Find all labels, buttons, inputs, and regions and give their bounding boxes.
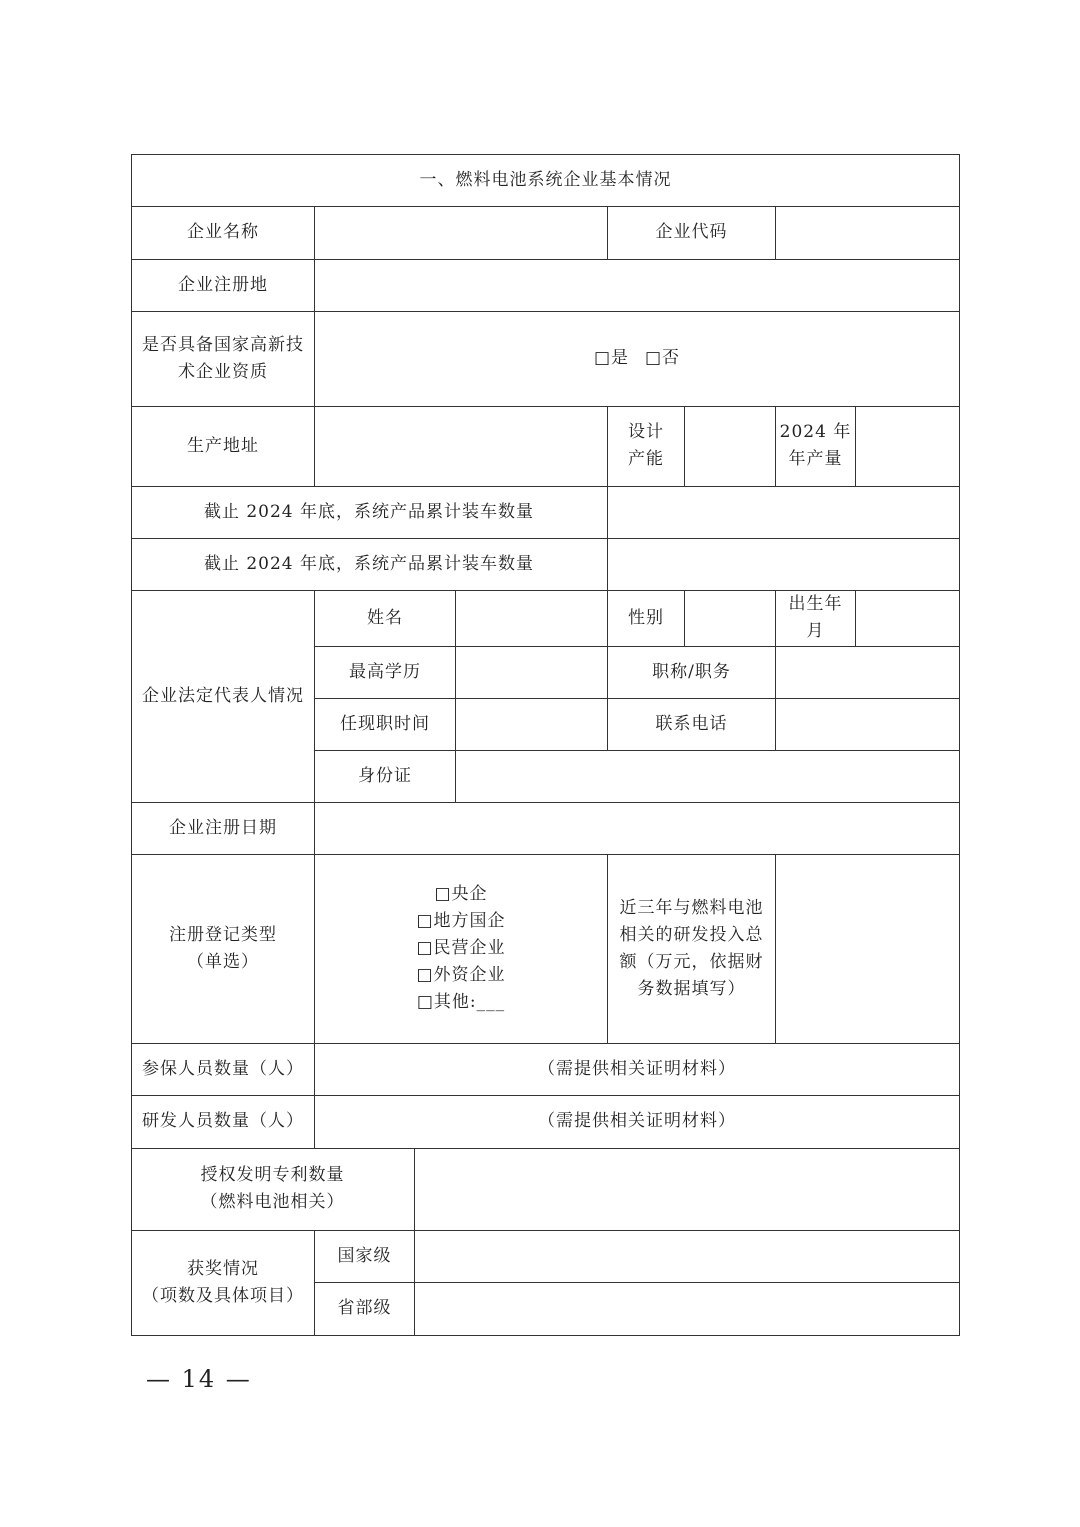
option-local-soe-checkbox[interactable]: □地方国企 (416, 911, 506, 931)
gender-label: 性别 (628, 607, 664, 628)
insured-staff-note[interactable]: （需提供相关证明材料） (538, 1058, 736, 1079)
education-field[interactable] (456, 646, 607, 698)
patents-field[interactable] (415, 1148, 959, 1230)
id-card-label: 身份证 (358, 765, 412, 786)
legal-rep-label: 企业法定代表人情况 (142, 685, 304, 706)
name-field[interactable] (456, 590, 607, 646)
rd-staff-label: 研发人员数量（人） (142, 1111, 304, 1131)
rd-investment-label: 近三年与燃料电池 相关的研发投入总 额（万元，依据财 务数据填写） (619, 897, 764, 999)
registration-type-label: 注册登记类型 （单选） (169, 924, 277, 972)
high-tech-no-checkbox[interactable]: □否 (645, 348, 681, 368)
high-tech-yes-checkbox[interactable]: □是 (593, 348, 629, 368)
enterprise-info-form (131, 154, 960, 1336)
registration-date-field[interactable] (315, 802, 959, 854)
page-number: — 14 — (146, 1365, 252, 1393)
phone-field[interactable] (776, 698, 959, 750)
registered-place-label: 企业注册地 (178, 274, 268, 295)
birth-field[interactable] (856, 590, 959, 646)
design-capacity-label: 设计 产能 (628, 422, 664, 469)
option-foreign-checkbox[interactable]: □外资企业 (416, 965, 506, 985)
rd-investment-field[interactable] (776, 854, 959, 1043)
tenure-time-label: 任现职时间 (340, 713, 430, 734)
company-code-label: 企业代码 (655, 222, 728, 242)
cumulative-vehicles-label-1: 截止 2024 年底，系统产品累计装车数量 (203, 501, 535, 522)
output-2024-field[interactable] (856, 406, 959, 486)
option-central-soe-checkbox[interactable]: □央企 (434, 884, 488, 904)
company-code-field[interactable] (776, 206, 959, 259)
provincial-level-field[interactable] (415, 1282, 959, 1335)
patents-label: 授权发明专利数量 （燃料电池相关） (200, 1165, 345, 1212)
registration-type-options (315, 854, 607, 1043)
production-address-label: 生产地址 (187, 435, 259, 456)
education-label: 最高学历 (349, 661, 421, 682)
design-capacity-field[interactable] (685, 406, 775, 486)
cumulative-vehicles-label-2: 截止 2024 年底，系统产品累计装车数量 (203, 553, 535, 574)
output-2024-label: 2024 年 年产量 (779, 422, 852, 469)
birth-label: 出生年 月 (788, 594, 843, 641)
production-address-field[interactable] (315, 406, 607, 486)
company-name-label: 企业名称 (187, 222, 259, 242)
insured-staff-label: 参保人员数量（人） (142, 1058, 304, 1079)
company-name-field[interactable] (315, 206, 607, 259)
cumulative-vehicles-field-1[interactable] (608, 486, 959, 538)
id-card-field[interactable] (456, 750, 959, 802)
title-position-field[interactable] (776, 646, 959, 698)
high-tech-label: 是否具备国家高新技 术企业资质 (142, 334, 304, 382)
name-label: 姓名 (367, 607, 403, 628)
option-private-checkbox[interactable]: □民营企业 (416, 938, 506, 958)
registration-date-label: 企业注册日期 (169, 817, 277, 838)
high-tech-options (315, 311, 959, 406)
registered-place-field[interactable] (315, 259, 959, 311)
option-other-checkbox[interactable]: □其他:___ (416, 992, 506, 1012)
tenure-time-field[interactable] (456, 698, 607, 750)
section-title: 一、燃料电池系统企业基本情况 (419, 170, 672, 190)
rd-staff-note[interactable]: （需提供相关证明材料） (538, 1111, 736, 1131)
national-level-label: 国家级 (337, 1245, 392, 1266)
provincial-level-label: 省部级 (337, 1298, 392, 1318)
phone-label: 联系电话 (655, 713, 728, 734)
cumulative-vehicles-field-2[interactable] (608, 538, 959, 590)
awards-label: 获奖情况 （项数及具体项目） (142, 1258, 304, 1306)
national-level-field[interactable] (415, 1230, 959, 1282)
title-position-label: 职称/职务 (652, 661, 731, 682)
gender-field[interactable] (685, 590, 775, 646)
